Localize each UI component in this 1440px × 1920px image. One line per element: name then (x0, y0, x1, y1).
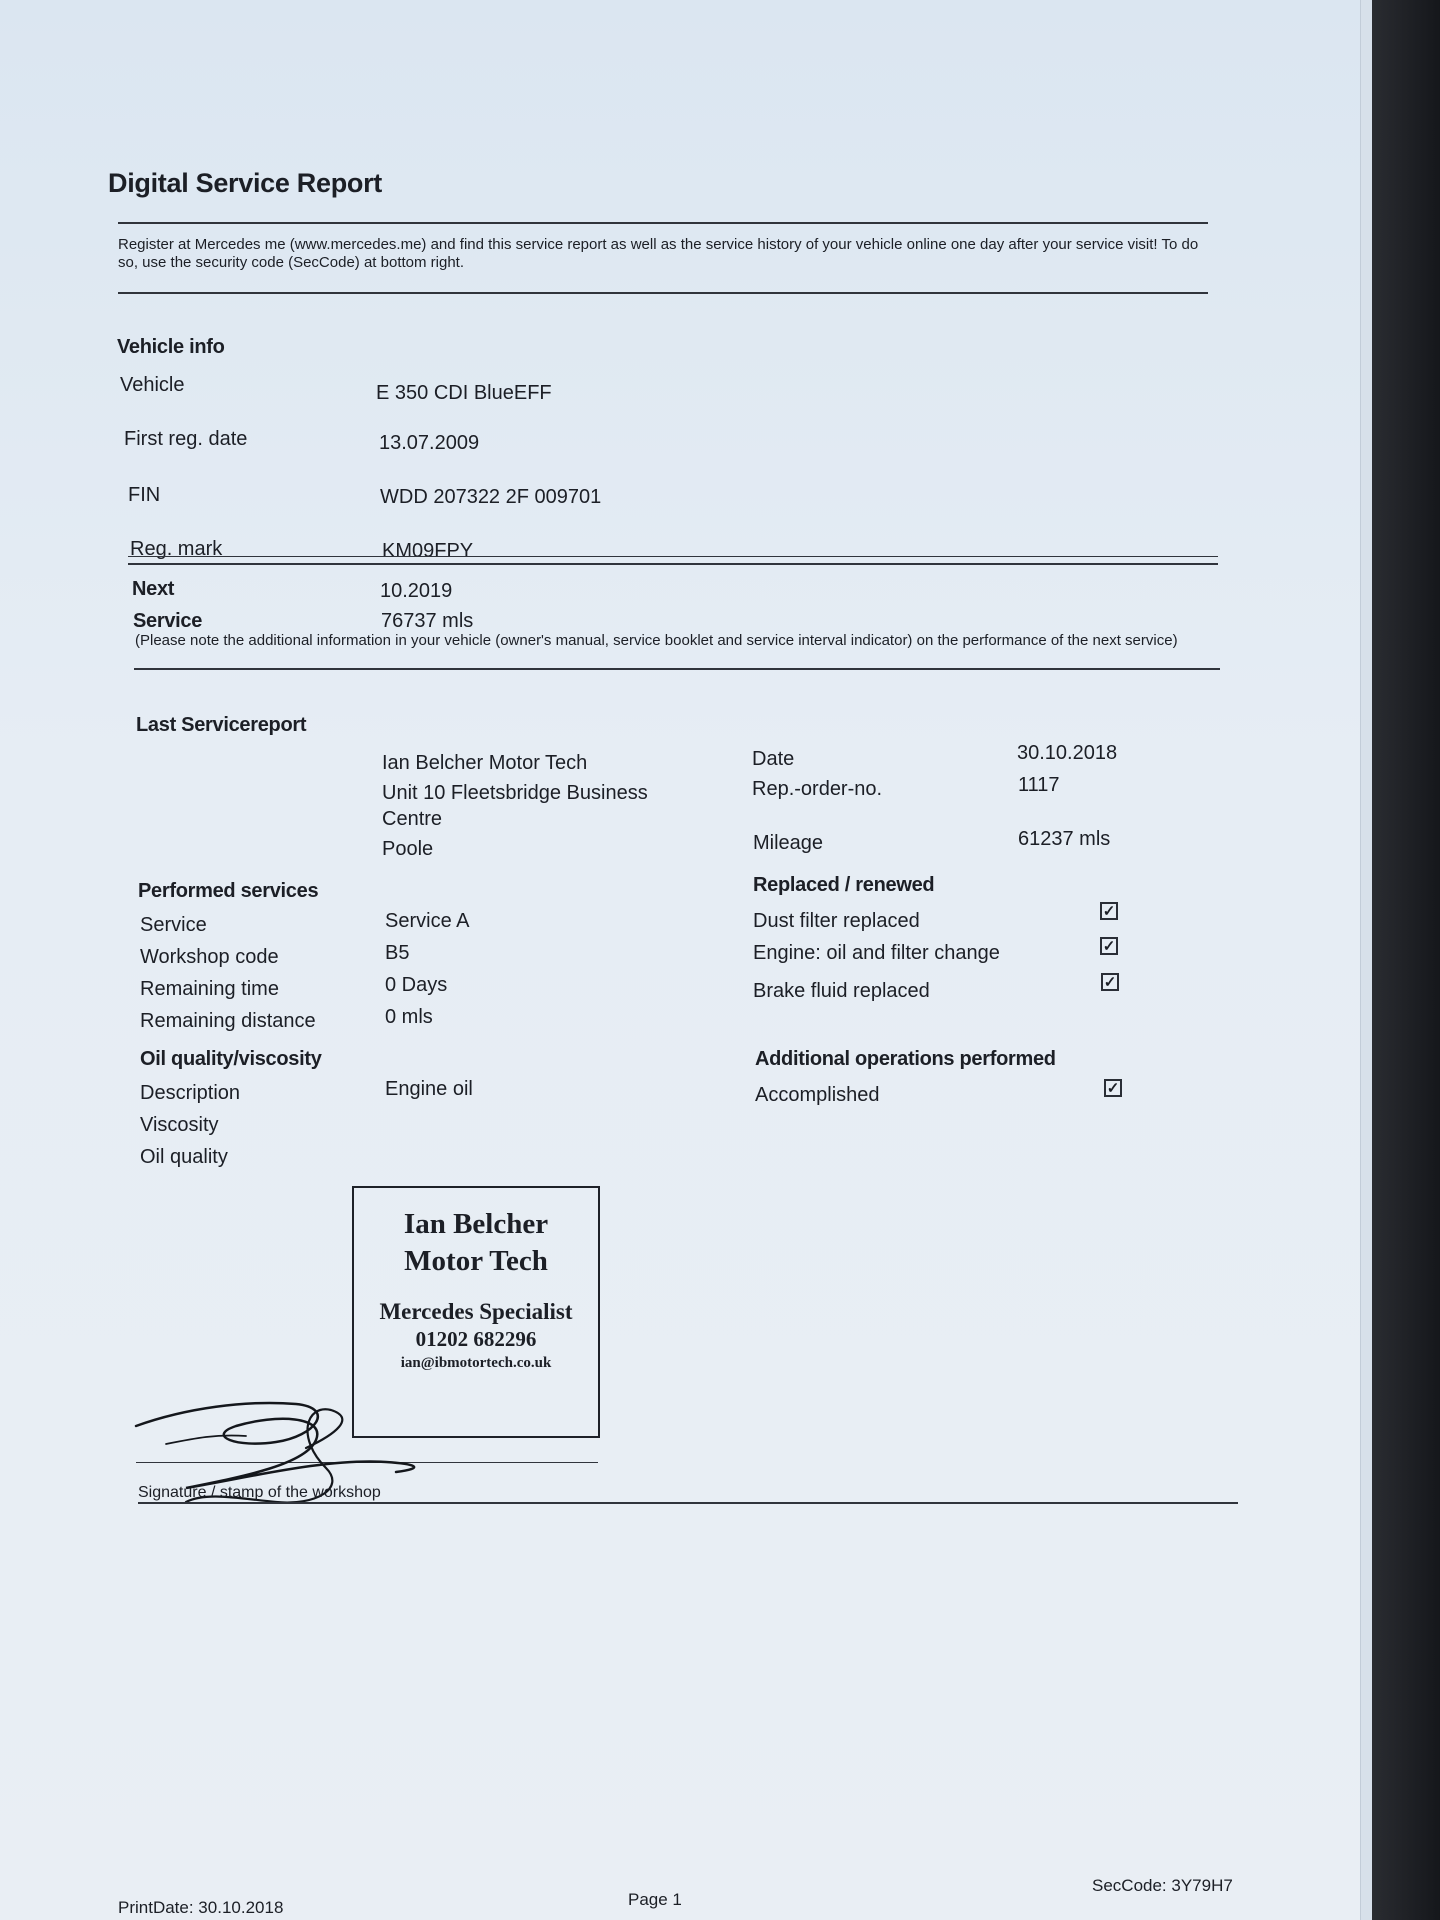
performed-services-heading: Performed services (138, 880, 319, 902)
mileage-label: Mileage (753, 832, 824, 854)
reg-mark-label: Reg. mark (130, 538, 223, 560)
date-label: Date (752, 748, 795, 770)
signature-rule (138, 1502, 1238, 1504)
vehicle-value: E 350 CDI BlueEFF (376, 382, 552, 404)
next-service-date: 10.2019 (380, 580, 453, 602)
replaced-checkbox-icon (1100, 902, 1118, 920)
report-title: Digital Service Report (108, 168, 382, 198)
accomplished-label: Accomplished (755, 1084, 880, 1106)
replaced-item-label: Brake fluid replaced (753, 980, 930, 1002)
accomplished-checkbox-icon (1104, 1079, 1122, 1097)
order-label: Rep.-order-no. (752, 778, 883, 800)
additional-heading: Additional operations performed (755, 1048, 1056, 1070)
stamp-name-line-1: Ian Belcher (403, 1208, 549, 1240)
oil-description-label: Description (140, 1082, 241, 1104)
replaced-heading: Replaced / renewed (753, 874, 935, 896)
workshop-name: Ian Belcher Motor Tech (382, 752, 588, 774)
background-edge (1372, 0, 1440, 1920)
remaining-time-label: Remaining time (140, 978, 279, 1000)
viscosity-label: Viscosity (140, 1114, 219, 1136)
oil-quality-label: Oil quality (140, 1146, 228, 1168)
page-number: Page 1 (628, 1890, 682, 1909)
stamp-phone: 01202 682296 (415, 1327, 537, 1351)
service-type-value: Service A (385, 910, 470, 932)
last-service-heading: Last Servicereport (136, 714, 307, 736)
fin-label: FIN (128, 484, 161, 506)
date-value: 30.10.2018 (1017, 742, 1118, 764)
oil-heading: Oil quality/viscosity (140, 1048, 322, 1070)
checkmark-icon: ✓ (1106, 1079, 1120, 1097)
workshop-address-line-2: Centre (382, 808, 443, 830)
vehicle-section-rule (128, 563, 1218, 565)
remaining-distance-label: Remaining distance (140, 1010, 316, 1032)
signature-label: Signature / stamp of the workshop (138, 1484, 381, 1501)
service-type-label: Service (140, 914, 207, 936)
replaced-item-label: Engine: oil and filter change (753, 942, 1000, 964)
order-value: 1117 (1018, 774, 1060, 796)
stamp-specialist: Mercedes Specialist (379, 1299, 573, 1324)
workshop-address-line-1: Unit 10 Fleetsbridge Business (382, 782, 648, 804)
workshop-code-label: Workshop code (140, 946, 279, 968)
stamp-name-line-2: Motor Tech (404, 1245, 548, 1277)
workshop-city: Poole (382, 838, 434, 860)
reg-mark-rule (128, 556, 1218, 557)
reg-mark-value: KM09FPY (382, 540, 474, 562)
print-date: PrintDate: 30.10.2018 (118, 1898, 284, 1917)
replaced-checkbox-icon (1101, 973, 1119, 991)
remaining-distance-value: 0 mls (385, 1006, 433, 1028)
service-label: Service (133, 610, 203, 632)
replaced-checkbox-icon (1100, 937, 1118, 955)
next-service-note: (Please note the additional information in your vehicle (owner's manual, service booklet and service interval indicator) on the performance of the next service) (135, 632, 1178, 649)
oil-description-value: Engine oil (385, 1078, 473, 1100)
next-service-rule (134, 668, 1220, 670)
title-rule (118, 222, 1208, 224)
mileage-value: 61237 mls (1018, 828, 1111, 850)
vehicle-label: Vehicle (120, 374, 185, 396)
replaced-item-label: Dust filter replaced (753, 910, 920, 932)
next-service-mileage: 76737 mls (381, 610, 474, 632)
fin-value: WDD 207322 2F 009701 (380, 486, 602, 508)
remaining-time-value: 0 Days (385, 974, 448, 996)
vehicle-info-heading: Vehicle info (117, 336, 225, 358)
checkmark-icon: ✓ (1103, 973, 1117, 991)
intro-rule (118, 292, 1208, 294)
checkmark-icon: ✓ (1102, 902, 1116, 920)
checkmark-icon: ✓ (1102, 937, 1116, 955)
first-reg-date-label: First reg. date (124, 428, 248, 450)
first-reg-date-value: 13.07.2009 (379, 432, 480, 454)
stamp-email: ian@ibmotortech.co.uk (400, 1355, 552, 1371)
sec-code: SecCode: 3Y79H7 (1092, 1876, 1233, 1895)
next-label: Next (132, 578, 175, 600)
intro-text: Register at Mercedes me (www.mercedes.me) and find this service report as well as the service history of your vehicle online one day after your service visit! To do so, use the security code (SecCode) at bottom right. (118, 236, 1199, 271)
workshop-code-value: B5 (385, 942, 410, 964)
